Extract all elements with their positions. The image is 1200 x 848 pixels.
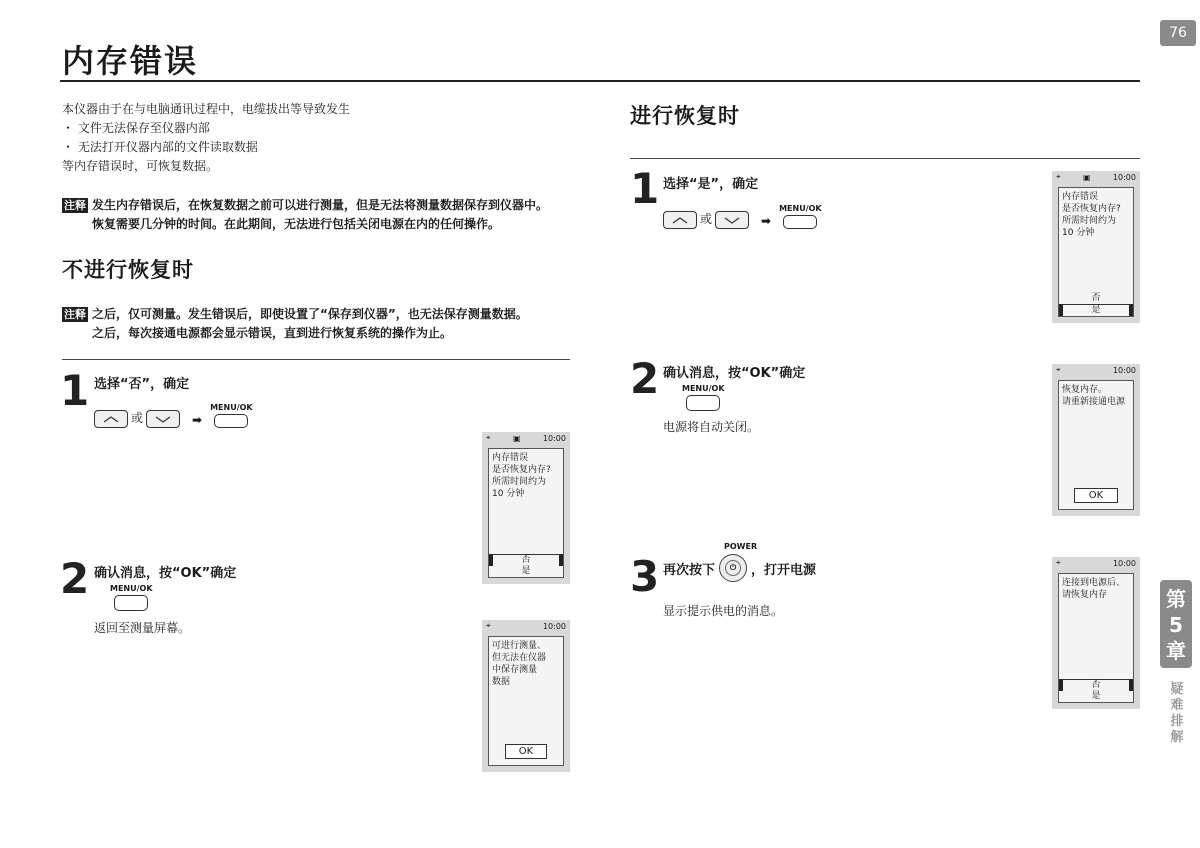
note-no-recovery: [62, 305, 528, 343]
page-number: 76: [1160, 20, 1196, 46]
step-title: 选择“否”，确定: [94, 377, 190, 392]
step-description: 显示提示供电的消息。: [663, 604, 784, 618]
or-text: 或: [700, 212, 713, 226]
screen-message: [488, 448, 564, 578]
device-screen-restored: [1052, 364, 1140, 516]
down-key[interactable]: [715, 211, 749, 229]
status-bar: [1052, 364, 1140, 376]
menu-ok-label: MENU/OK: [682, 384, 725, 393]
menu-ok-label: MENU/OK: [110, 584, 153, 593]
title-divider: [60, 80, 1140, 82]
usb-icon: ⌖: [1056, 172, 1061, 181]
clock: 10:00: [1112, 172, 1136, 182]
step-number: 1: [60, 366, 90, 415]
note-line: 之后，仅可测量。发生错误后，即使设置了“保存到仪器”，也无法保存测量数据。: [92, 307, 528, 321]
message-line: 恢复内存。: [1062, 385, 1108, 395]
note-line: 发生内存错误后，在恢复数据之前可以进行测量，但是无法将测量数据保存到仪器中。: [92, 198, 549, 212]
choice-yes[interactable]: 是: [521, 566, 531, 576]
choice-no[interactable]: 否: [1059, 679, 1133, 691]
intro-line: 等内存错误时，可恢复数据。: [62, 159, 219, 173]
menu-ok-button[interactable]: [214, 414, 248, 428]
chapter-subtitle: 疑难排解: [1170, 682, 1184, 745]
memory-icon: ▣: [512, 433, 521, 443]
step-number: 2: [630, 354, 660, 403]
screen-message: [1058, 380, 1134, 510]
message-line: 中保存测量: [492, 665, 538, 675]
device-screen-cannot-save: [482, 620, 570, 772]
chevron-down-icon: [723, 216, 741, 224]
usb-icon: ⌖: [1056, 558, 1061, 567]
note-tag: 注释: [64, 199, 86, 212]
menu-ok-key[interactable]: [210, 403, 253, 428]
choice-list: [489, 554, 563, 577]
note-tag: 注释: [64, 308, 86, 321]
clock: 10:00: [1112, 365, 1136, 375]
chevron-up-icon: [102, 415, 120, 423]
note-memory-error: [62, 196, 548, 234]
step-title: 选择“是”，确定: [663, 177, 759, 192]
menu-ok-key[interactable]: [110, 584, 153, 611]
note-line: 之后，每次接通电源都会显示错误，直到进行恢复系统的操作为止。: [92, 326, 453, 340]
power-button[interactable]: [719, 554, 747, 582]
message-line: 数据: [492, 677, 511, 687]
note-line: 恢复需要几分钟的时间。在此期间，无法进行包括关闭电源在内的任何操作。: [92, 217, 501, 231]
menu-ok-label: MENU/OK: [210, 403, 253, 412]
arrow-icon: ➡: [761, 214, 772, 228]
choice-yes[interactable]: 是: [1059, 304, 1133, 316]
menu-ok-label: MENU/OK: [779, 204, 822, 213]
choice-yes[interactable]: 是: [1091, 691, 1101, 701]
step-number: 2: [60, 554, 90, 603]
menu-ok-button[interactable]: [783, 215, 817, 229]
screen-message: [1058, 187, 1134, 317]
chapter-number: 5: [1169, 613, 1183, 637]
down-key[interactable]: [146, 410, 180, 428]
status-bar: [482, 432, 570, 444]
choice-no[interactable]: 否: [1091, 293, 1101, 303]
clock: 10:00: [542, 621, 566, 631]
choice-list: [1059, 293, 1133, 316]
section-divider: [630, 158, 1140, 159]
status-bar: [1052, 557, 1140, 569]
step-description: 返回至测量屏幕。: [94, 621, 191, 635]
usb-icon: ⌖: [1056, 365, 1061, 374]
chapter-char: 第: [1166, 587, 1186, 611]
message-line: 内存错误: [492, 453, 529, 463]
arrow-icon: ➡: [192, 413, 203, 427]
message-line: 连接到电源后、: [1062, 578, 1126, 588]
section-divider: [62, 359, 570, 360]
clock: 10:00: [1112, 558, 1136, 568]
message-line: 请恢复内存: [1062, 590, 1108, 600]
up-key[interactable]: [94, 410, 128, 428]
chevron-up-icon: [671, 216, 689, 224]
menu-ok-button[interactable]: [114, 595, 148, 611]
memory-icon: ▣: [1082, 172, 1091, 182]
choice-list: [1059, 679, 1133, 702]
key-sequence: [663, 204, 822, 229]
step-number: 3: [630, 552, 660, 601]
chevron-down-icon: [154, 415, 172, 423]
step-title-part: 再次按下: [663, 562, 716, 578]
message-line: 是否恢复内存?: [492, 465, 551, 475]
step-title: 确认消息，按“OK”确定: [94, 566, 237, 581]
intro-bullet: ・ 文件无法保存至仪器内部: [62, 121, 210, 135]
step-number: 1: [630, 164, 660, 213]
usb-icon: ⌖: [486, 433, 491, 442]
page-title: 内存错误: [62, 42, 199, 80]
step-title-part: ，打开电源: [751, 562, 817, 578]
message-line: 所需时间约为: [1062, 216, 1117, 226]
message-line: 10 分钟: [492, 489, 525, 499]
clock: 10:00: [542, 433, 566, 443]
or-text: 或: [131, 411, 144, 425]
device-screen-connect-power: [1052, 557, 1140, 709]
message-line: 10 分钟: [1062, 228, 1095, 238]
ok-button[interactable]: OK: [1074, 488, 1118, 503]
key-sequence: [94, 403, 253, 428]
step-title: 确认消息，按“OK”确定: [663, 366, 806, 381]
menu-ok-key[interactable]: [779, 204, 822, 229]
intro-text: [62, 100, 350, 176]
message-line: 但无法在仪器: [492, 653, 547, 663]
power-icon: ⏻: [725, 560, 741, 576]
intro-bullet: ・ 无法打开仪器内部的文件读取数据: [62, 140, 258, 154]
message-line: 所需时间约为: [492, 477, 547, 487]
menu-ok-button[interactable]: [686, 395, 720, 411]
message-line: 请重新接通电源: [1062, 397, 1126, 407]
device-screen-memory-error: [1052, 171, 1140, 323]
message-line: 内存错误: [1062, 192, 1099, 202]
choice-no[interactable]: 否: [489, 554, 563, 566]
ok-button[interactable]: OK: [505, 744, 547, 759]
chapter-char: 章: [1166, 639, 1186, 663]
heading-no-recovery: 不进行恢复时: [62, 258, 194, 282]
step-description: 电源将自动关闭。: [663, 420, 760, 434]
message-line: 是否恢复内存?: [1062, 204, 1121, 214]
usb-icon: ⌖: [486, 621, 491, 630]
message-line: 可进行测量、: [492, 641, 547, 651]
heading-recovery: 进行恢复时: [630, 104, 740, 128]
step-title: [663, 554, 816, 582]
device-screen-memory-error: [482, 432, 570, 584]
screen-message: [1058, 573, 1134, 703]
status-bar: [1052, 171, 1140, 183]
chapter-tab: [1160, 580, 1192, 668]
menu-ok-key[interactable]: [682, 384, 725, 411]
status-bar: [482, 620, 570, 632]
power-label: POWER: [724, 542, 758, 551]
intro-line: 本仪器由于在与电脑通讯过程中，电缆拔出等导致发生: [62, 102, 351, 116]
up-key[interactable]: [663, 211, 697, 229]
screen-message: [488, 636, 564, 766]
